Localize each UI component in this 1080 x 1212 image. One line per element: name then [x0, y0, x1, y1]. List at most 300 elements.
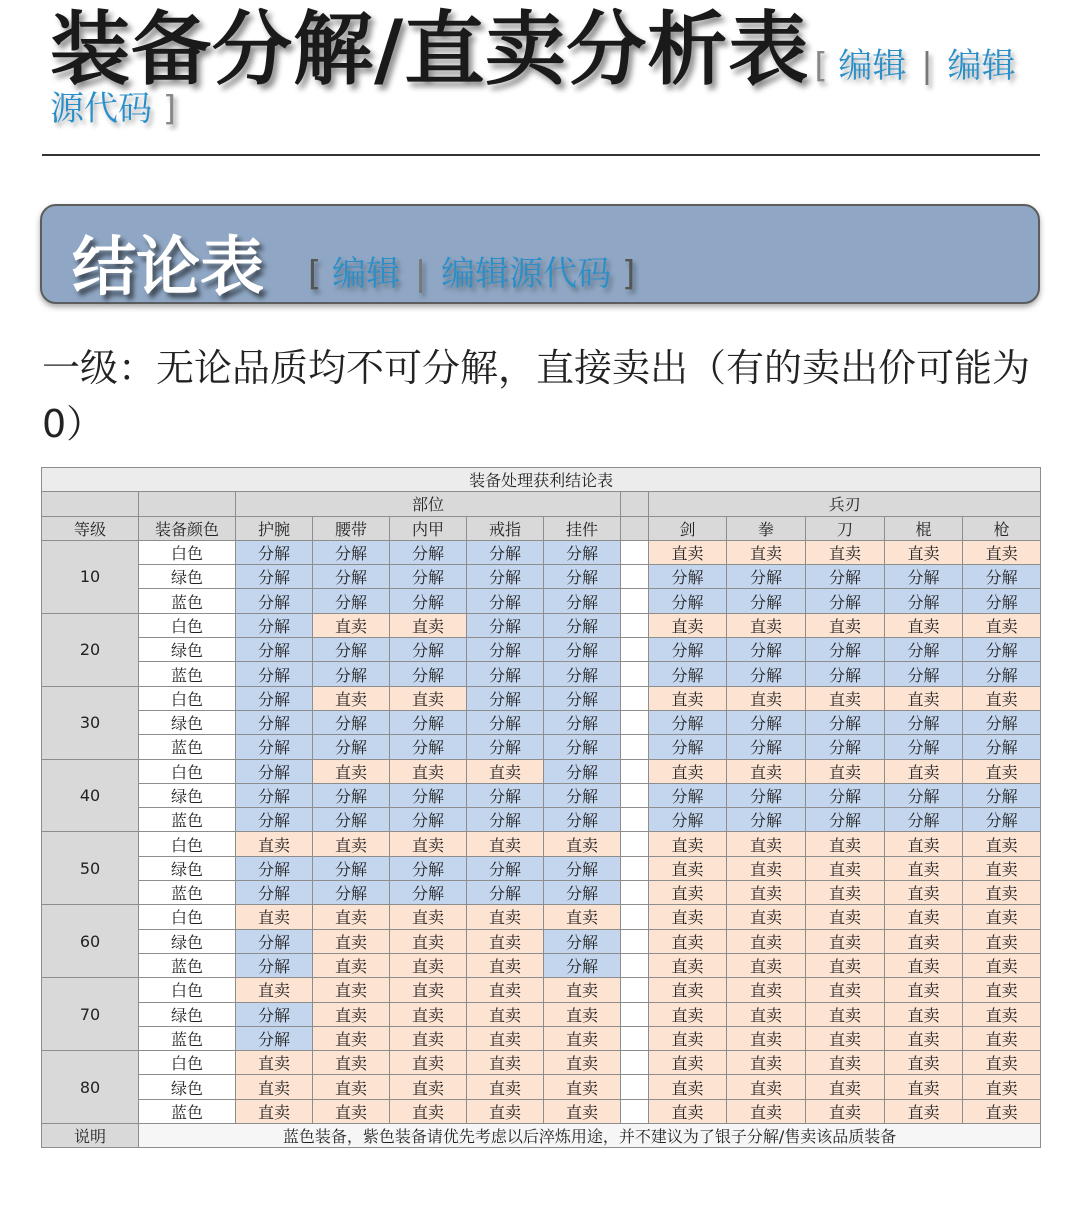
note-text: 蓝色装备，紫色装备请优先考虑以后淬炼用途，并不建议为了银子分解/售卖该品质装备: [139, 1124, 1041, 1148]
result-cell: 分解: [727, 783, 806, 807]
result-cell: 分解: [649, 783, 727, 807]
result-cell: 分解: [467, 710, 544, 734]
result-cell: 分解: [649, 808, 727, 832]
result-cell: 分解: [963, 808, 1041, 832]
result-cell: 分解: [236, 759, 313, 783]
quality-cell: 绿色: [139, 929, 236, 953]
result-cell: 直卖: [649, 856, 727, 880]
result-cell: 分解: [313, 808, 390, 832]
result-cell: 分解: [236, 783, 313, 807]
result-cell: 分解: [963, 710, 1041, 734]
quality-cell: 绿色: [139, 1002, 236, 1026]
result-cell: 直卖: [727, 856, 806, 880]
result-cell: 直卖: [806, 856, 885, 880]
quality-cell: 白色: [139, 759, 236, 783]
group-header-row: [42, 492, 1041, 516]
result-cell: 分解: [313, 662, 390, 686]
result-cell: 直卖: [390, 905, 467, 929]
result-cell: 分解: [727, 662, 806, 686]
result-cell: 直卖: [806, 1075, 885, 1099]
result-cell: 分解: [885, 565, 963, 589]
table-title-row: [42, 468, 1041, 492]
table-title: 装备处理获利结论表: [42, 468, 1041, 492]
result-cell: 直卖: [885, 929, 963, 953]
result-cell: 分解: [806, 589, 885, 613]
result-cell: 直卖: [236, 978, 313, 1002]
header-blank: [42, 492, 139, 516]
result-cell: 直卖: [885, 540, 963, 564]
result-cell: 分解: [313, 710, 390, 734]
quality-cell: 蓝色: [139, 662, 236, 686]
result-cell: 分解: [649, 710, 727, 734]
section-header: [40, 204, 1040, 304]
spacer-cell: [621, 710, 649, 734]
result-cell: 直卖: [963, 686, 1041, 710]
section-edit-source-link[interactable]: 编辑源代码: [441, 254, 612, 294]
result-cell: 分解: [544, 540, 621, 564]
result-cell: 直卖: [806, 759, 885, 783]
result-cell: 直卖: [649, 1099, 727, 1123]
result-cell: 分解: [467, 783, 544, 807]
result-cell: 直卖: [963, 613, 1041, 637]
result-cell: 直卖: [963, 978, 1041, 1002]
result-cell: 分解: [236, 638, 313, 662]
result-cell: 直卖: [236, 1099, 313, 1123]
result-cell: 分解: [806, 638, 885, 662]
result-cell: 分解: [390, 783, 467, 807]
result-cell: 分解: [885, 735, 963, 759]
conclusion-table: [41, 467, 1041, 1148]
result-cell: 直卖: [544, 1051, 621, 1075]
result-cell: 直卖: [727, 1051, 806, 1075]
result-cell: 直卖: [467, 1026, 544, 1050]
spacer-cell: [621, 613, 649, 637]
result-cell: 直卖: [727, 1026, 806, 1050]
result-cell: 分解: [236, 881, 313, 905]
result-cell: 分解: [467, 613, 544, 637]
result-cell: 直卖: [467, 1051, 544, 1075]
result-cell: 直卖: [313, 686, 390, 710]
result-cell: 直卖: [727, 881, 806, 905]
result-cell: 分解: [727, 735, 806, 759]
result-cell: 分解: [390, 856, 467, 880]
result-cell: 分解: [390, 881, 467, 905]
result-cell: 分解: [544, 759, 621, 783]
table-row: [42, 565, 1041, 589]
spacer-cell: [621, 589, 649, 613]
result-cell: 直卖: [806, 978, 885, 1002]
result-cell: 分解: [544, 638, 621, 662]
quality-cell: 白色: [139, 1051, 236, 1075]
result-cell: 分解: [544, 565, 621, 589]
result-cell: 直卖: [885, 953, 963, 977]
result-cell: 直卖: [313, 905, 390, 929]
result-cell: 直卖: [390, 1051, 467, 1075]
result-cell: 直卖: [649, 1026, 727, 1050]
result-cell: 直卖: [390, 1026, 467, 1050]
result-cell: 分解: [467, 638, 544, 662]
result-cell: 分解: [885, 589, 963, 613]
result-cell: 直卖: [313, 953, 390, 977]
result-cell: 分解: [236, 1026, 313, 1050]
result-cell: 直卖: [544, 1099, 621, 1123]
table-row: [42, 662, 1041, 686]
level-cell: 30: [42, 686, 139, 759]
result-cell: 直卖: [236, 1051, 313, 1075]
result-cell: 分解: [806, 735, 885, 759]
table-row: [42, 1075, 1041, 1099]
level-cell: 80: [42, 1051, 139, 1124]
note-row: [42, 1124, 1041, 1148]
result-cell: 直卖: [727, 613, 806, 637]
result-cell: 直卖: [963, 540, 1041, 564]
spacer-cell: [621, 565, 649, 589]
column-header-part: 挂件: [544, 516, 621, 540]
quality-cell: 蓝色: [139, 953, 236, 977]
result-cell: 直卖: [467, 953, 544, 977]
page-title: 装备分解/直卖分析表: [50, 3, 810, 96]
result-cell: 分解: [544, 953, 621, 977]
result-cell: 分解: [390, 638, 467, 662]
bracket-open: [: [308, 254, 322, 294]
result-cell: 直卖: [467, 929, 544, 953]
header-blank: [139, 492, 236, 516]
result-cell: 分解: [467, 540, 544, 564]
level-cell: 20: [42, 613, 139, 686]
result-cell: 分解: [727, 808, 806, 832]
header-spacer: [621, 492, 649, 516]
result-cell: 直卖: [313, 759, 390, 783]
table-row: [42, 710, 1041, 734]
result-cell: 分解: [885, 808, 963, 832]
result-cell: 直卖: [544, 832, 621, 856]
result-cell: 直卖: [313, 1051, 390, 1075]
result-cell: 分解: [544, 808, 621, 832]
result-cell: 分解: [963, 565, 1041, 589]
table-row: [42, 856, 1041, 880]
table-row: [42, 978, 1041, 1002]
result-cell: 直卖: [649, 1051, 727, 1075]
result-cell: 分解: [885, 783, 963, 807]
quality-cell: 绿色: [139, 638, 236, 662]
result-cell: 直卖: [727, 540, 806, 564]
quality-cell: 蓝色: [139, 808, 236, 832]
result-cell: 直卖: [806, 905, 885, 929]
result-cell: 直卖: [544, 978, 621, 1002]
column-header-weapon: 剑: [649, 516, 727, 540]
result-cell: 直卖: [390, 978, 467, 1002]
result-cell: 分解: [313, 881, 390, 905]
quality-cell: 白色: [139, 905, 236, 929]
table-row: [42, 808, 1041, 832]
result-cell: 分解: [544, 613, 621, 637]
result-cell: 直卖: [806, 1002, 885, 1026]
result-cell: 直卖: [727, 832, 806, 856]
section-edit-link[interactable]: 编辑: [332, 254, 401, 294]
spacer-cell: [621, 638, 649, 662]
result-cell: 直卖: [963, 1002, 1041, 1026]
spacer-cell: [621, 735, 649, 759]
quality-cell: 白色: [139, 832, 236, 856]
spacer-cell: [621, 953, 649, 977]
result-cell: 分解: [649, 735, 727, 759]
quality-cell: 蓝色: [139, 881, 236, 905]
result-cell: 直卖: [727, 978, 806, 1002]
result-cell: 直卖: [390, 686, 467, 710]
result-cell: 直卖: [963, 1026, 1041, 1050]
table-row: [42, 953, 1041, 977]
result-cell: 分解: [313, 783, 390, 807]
result-cell: 直卖: [390, 1099, 467, 1123]
table-row: [42, 929, 1041, 953]
result-cell: 分解: [963, 783, 1041, 807]
quality-cell: 绿色: [139, 1075, 236, 1099]
quality-cell: 绿色: [139, 783, 236, 807]
intro-paragraph: 一级：无论品质均不可分解，直接卖出（有的卖出价可能为0）: [42, 346, 1031, 446]
quality-cell: 白色: [139, 686, 236, 710]
result-cell: 直卖: [390, 1075, 467, 1099]
spacer-cell: [621, 856, 649, 880]
result-cell: 分解: [727, 565, 806, 589]
link-separator: |: [414, 254, 427, 294]
result-cell: 分解: [313, 589, 390, 613]
result-cell: 分解: [236, 686, 313, 710]
result-cell: 直卖: [727, 686, 806, 710]
result-cell: 分解: [544, 589, 621, 613]
result-cell: 分解: [727, 638, 806, 662]
result-cell: 分解: [649, 662, 727, 686]
result-cell: 分解: [467, 662, 544, 686]
result-cell: 分解: [885, 662, 963, 686]
result-cell: 直卖: [313, 1026, 390, 1050]
result-cell: 分解: [467, 589, 544, 613]
spacer-cell: [621, 808, 649, 832]
group-header-weapons: 兵刃: [649, 492, 1041, 516]
result-cell: 直卖: [544, 1002, 621, 1026]
quality-cell: 蓝色: [139, 735, 236, 759]
result-cell: 直卖: [313, 832, 390, 856]
quality-cell: 绿色: [139, 856, 236, 880]
table-row: [42, 686, 1041, 710]
result-cell: 分解: [544, 710, 621, 734]
result-cell: 直卖: [313, 929, 390, 953]
bracket-open: [: [814, 46, 828, 86]
result-cell: 直卖: [806, 881, 885, 905]
edit-link[interactable]: 编辑: [838, 46, 907, 86]
table-row: [42, 1099, 1041, 1123]
result-cell: 直卖: [649, 905, 727, 929]
result-cell: 直卖: [544, 1075, 621, 1099]
result-cell: 直卖: [885, 905, 963, 929]
result-cell: 直卖: [885, 613, 963, 637]
group-header-parts: 部位: [236, 492, 621, 516]
column-header-part: 护腕: [236, 516, 313, 540]
result-cell: 分解: [806, 662, 885, 686]
result-cell: 分解: [885, 710, 963, 734]
result-cell: 分解: [236, 710, 313, 734]
result-cell: 直卖: [467, 978, 544, 1002]
result-cell: 直卖: [390, 613, 467, 637]
table-row: [42, 540, 1041, 564]
level-cell: 10: [42, 540, 139, 613]
spacer-cell: [621, 783, 649, 807]
result-cell: 分解: [727, 710, 806, 734]
result-cell: 直卖: [649, 1002, 727, 1026]
table-row: [42, 638, 1041, 662]
result-cell: 分解: [390, 710, 467, 734]
result-cell: 直卖: [727, 1002, 806, 1026]
result-cell: 直卖: [649, 686, 727, 710]
result-cell: 直卖: [390, 929, 467, 953]
result-cell: 分解: [467, 881, 544, 905]
result-cell: 直卖: [649, 1075, 727, 1099]
spacer-cell: [621, 905, 649, 929]
result-cell: 直卖: [390, 953, 467, 977]
conclusion-table-wrapper: [41, 467, 1040, 1148]
result-cell: 分解: [236, 613, 313, 637]
result-cell: 直卖: [806, 953, 885, 977]
table-row: [42, 613, 1041, 637]
result-cell: 分解: [236, 856, 313, 880]
result-cell: 分解: [544, 929, 621, 953]
spacer-cell: [621, 1075, 649, 1099]
column-header-part: 腰带: [313, 516, 390, 540]
result-cell: 直卖: [963, 1051, 1041, 1075]
result-cell: 直卖: [885, 856, 963, 880]
result-cell: 直卖: [806, 540, 885, 564]
result-cell: 分解: [467, 735, 544, 759]
result-cell: 直卖: [963, 832, 1041, 856]
result-cell: 直卖: [544, 905, 621, 929]
result-cell: 直卖: [649, 759, 727, 783]
result-cell: 直卖: [467, 759, 544, 783]
result-cell: 分解: [467, 686, 544, 710]
result-cell: 直卖: [390, 759, 467, 783]
result-cell: 分解: [236, 589, 313, 613]
result-cell: 分解: [467, 808, 544, 832]
quality-cell: 绿色: [139, 710, 236, 734]
result-cell: 直卖: [963, 905, 1041, 929]
level-cell: 60: [42, 905, 139, 978]
column-header-part: 内甲: [390, 516, 467, 540]
table-row: [42, 1002, 1041, 1026]
result-cell: 直卖: [649, 881, 727, 905]
result-cell: 分解: [806, 710, 885, 734]
result-cell: 分解: [544, 662, 621, 686]
result-cell: 分解: [544, 783, 621, 807]
edit-source-link[interactable]: 编辑源代码: [50, 46, 1016, 129]
result-cell: 分解: [313, 638, 390, 662]
table-row: [42, 881, 1041, 905]
table-row: [42, 589, 1041, 613]
spacer-cell: [621, 832, 649, 856]
page-header: [50, 3, 1040, 129]
level-cell: 70: [42, 978, 139, 1051]
result-cell: 直卖: [467, 832, 544, 856]
result-cell: 直卖: [236, 832, 313, 856]
level-cell: 50: [42, 832, 139, 905]
result-cell: 分解: [236, 1002, 313, 1026]
result-cell: 直卖: [885, 978, 963, 1002]
result-cell: 直卖: [649, 929, 727, 953]
result-cell: 直卖: [649, 832, 727, 856]
result-cell: 直卖: [885, 1099, 963, 1123]
quality-cell: 蓝色: [139, 589, 236, 613]
result-cell: 直卖: [390, 832, 467, 856]
spacer-cell: [621, 978, 649, 1002]
result-cell: 分解: [236, 808, 313, 832]
result-cell: 直卖: [649, 953, 727, 977]
result-cell: 分解: [544, 686, 621, 710]
column-header-color: 装备颜色: [139, 516, 236, 540]
result-cell: 直卖: [885, 881, 963, 905]
result-cell: 直卖: [963, 856, 1041, 880]
section-title: 结论表: [72, 231, 264, 305]
result-cell: 直卖: [963, 1099, 1041, 1123]
result-cell: 直卖: [313, 978, 390, 1002]
result-cell: 直卖: [963, 881, 1041, 905]
result-cell: 分解: [649, 589, 727, 613]
spacer-cell: [621, 662, 649, 686]
result-cell: 分解: [236, 929, 313, 953]
result-cell: 分解: [544, 735, 621, 759]
spacer-cell: [621, 1099, 649, 1123]
result-cell: 分解: [963, 735, 1041, 759]
spacer-cell: [621, 1051, 649, 1075]
result-cell: 直卖: [963, 929, 1041, 953]
table-row: [42, 905, 1041, 929]
result-cell: 直卖: [467, 1075, 544, 1099]
result-cell: 直卖: [727, 953, 806, 977]
result-cell: 分解: [544, 856, 621, 880]
result-cell: 分解: [806, 565, 885, 589]
result-cell: 直卖: [544, 1026, 621, 1050]
result-cell: 直卖: [885, 686, 963, 710]
spacer-cell: [621, 929, 649, 953]
quality-cell: 绿色: [139, 565, 236, 589]
result-cell: 分解: [806, 808, 885, 832]
note-label: 说明: [42, 1124, 139, 1148]
result-cell: 分解: [313, 735, 390, 759]
result-cell: 直卖: [727, 1075, 806, 1099]
result-cell: 直卖: [806, 613, 885, 637]
result-cell: 直卖: [885, 1075, 963, 1099]
result-cell: 分解: [727, 589, 806, 613]
result-cell: 直卖: [467, 1099, 544, 1123]
column-header-part: 戒指: [467, 516, 544, 540]
bracket-close: ]: [162, 89, 177, 129]
result-cell: 直卖: [963, 1075, 1041, 1099]
result-cell: 直卖: [806, 1051, 885, 1075]
result-cell: 直卖: [467, 1002, 544, 1026]
quality-cell: 白色: [139, 978, 236, 1002]
result-cell: 分解: [236, 662, 313, 686]
result-cell: 直卖: [649, 978, 727, 1002]
result-cell: 直卖: [313, 613, 390, 637]
result-cell: 直卖: [885, 1002, 963, 1026]
spacer-cell: [621, 686, 649, 710]
quality-cell: 蓝色: [139, 1099, 236, 1123]
column-header-weapon: 拳: [727, 516, 806, 540]
result-cell: 分解: [236, 735, 313, 759]
result-cell: 直卖: [727, 905, 806, 929]
spacer-cell: [621, 1026, 649, 1050]
table-row: [42, 1051, 1041, 1075]
result-cell: 分解: [467, 856, 544, 880]
result-cell: 分解: [649, 565, 727, 589]
result-cell: 分解: [806, 783, 885, 807]
result-cell: 分解: [313, 540, 390, 564]
